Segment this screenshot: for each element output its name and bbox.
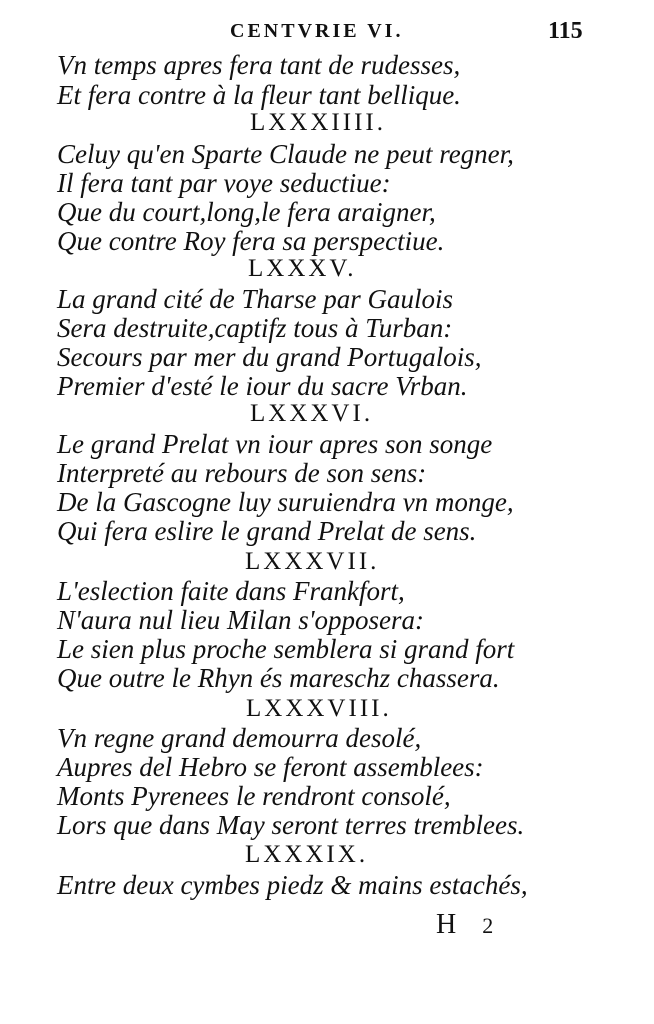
running-head: CENTVRIE VI. [230,20,404,42]
verse-line: Entre deux cymbes piedz & mains estachés, [57,870,528,900]
verse-line: L'eslection faite dans Frankfort, [57,576,405,606]
verse-line: Le sien plus proche semblera si grand fort [57,634,515,664]
verse-line: Interpreté au rebours de son sens: [57,458,427,488]
verse-line: Sera destruite,captifz tous à Turban: [57,313,453,343]
verse-line: Il fera tant par voye seductiue: [57,168,391,198]
signature-letter: H [436,909,457,940]
quatrain-number: LXXXVI. [250,400,374,427]
verse-line: Et fera contre à la fleur tant bellique. [57,80,461,110]
signature-number: 2 [482,913,494,938]
verse-line: N'aura nul lieu Milan s'opposera: [57,605,425,635]
page-header [0,14,654,50]
verse-line: Vn temps apres fera tant de rudesses, [57,50,461,80]
verse-line: Lors que dans May seront terres tremblees. [57,810,525,840]
verse-line: Que outre le Rhyn és mareschz chassera. [57,663,500,693]
quatrain-number: LXXXIIII. [250,109,386,136]
verse-line: Que contre Roy fera sa perspectiue. [57,226,445,256]
quatrain-number: LXXXIX. [245,841,369,868]
verse-line: Qui fera eslire le grand Prelat de sens. [57,516,477,546]
verse-line: Premier d'esté le iour du sacre Vrban. [57,371,468,401]
verse-line: Monts Pyrenees le rendront consolé, [57,781,451,811]
verse-line: Secours par mer du grand Portugalois, [57,342,482,372]
quatrain-number: LXXXVIII. [246,695,392,722]
quatrain-number: LXXXVII. [245,548,380,575]
page-number: 115 [548,18,583,44]
verse-line: Le grand Prelat vn iour apres son songe [57,429,493,459]
verse-line: La grand cité de Tharse par Gaulois [57,284,454,314]
verse-line: Celuy qu'en Sparte Claude ne peut regner, [57,139,514,169]
quatrain-number: LXXXV. [248,255,357,282]
verse-line: De la Gascogne luy suruiendra vn monge, [57,487,514,517]
verse-line: Aupres del Hebro se feront assemblees: [57,752,484,782]
verse-line: Que du court,long,le fera araigner, [57,197,436,227]
signature-mark [436,909,493,941]
verse-line: Vn regne grand demourra desolé, [57,723,422,753]
